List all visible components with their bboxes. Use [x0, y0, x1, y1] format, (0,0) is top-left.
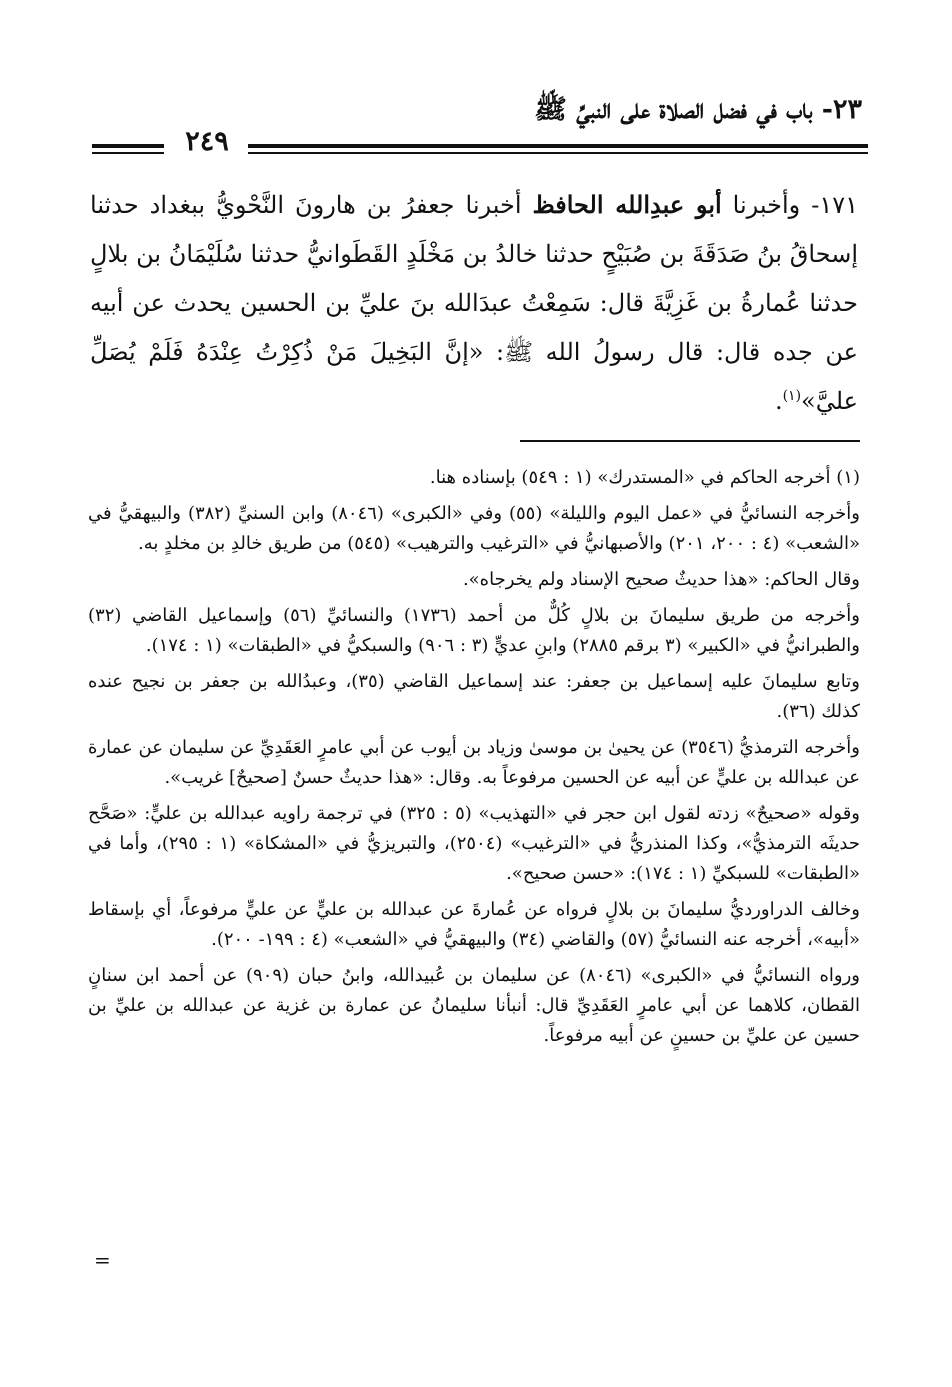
footnote-separator: [520, 440, 860, 442]
footnote-paragraph: وتابع سليمانَ عليه إسماعيل بن جعفر: عند إسماعيل القاضي (٣٥)، وعبدُالله بن جعفر بن نجيح عنده كذلك (٣٦).: [88, 671, 860, 722]
header-rule-left: [92, 144, 164, 148]
continuation-mark: =: [94, 1248, 111, 1272]
header-rule-left-thin: [92, 152, 164, 154]
page-number: ٢٤٩: [185, 126, 229, 157]
footnote-paragraph: وأخرجه من طريق سليمانَ بن بلالٍ كُلٌّ من أحمد (١٧٣٦) والنسائيِّ (٥٦) وإسماعيل القاضي (٣٢) والطبرانيُّ في «الكبير» (٣ برقم ٢٨٨٥) وابنِ عديٍّ (٣ : ٩٠٦) والسبكيُّ في «الطبقات» (١ : ١٧٤).: [88, 605, 860, 656]
footnote-paragraph: (١) أخرجه الحاكم في «المستدرك» (١ : ٥٤٩) بإسناده هنا.: [429, 467, 860, 488]
hadith-text: [90, 180, 858, 426]
end-dot: .: [774, 387, 783, 415]
footnote-paragraph: وأخرجه الترمذيُّ (٣٥٤٦) عن يحيىٰ بن موسىٰ وزياد بن أيوب عن أبي عامرٍ العَقَدِيِّ عن سليمان عن عمارة عن عبدالله بن عليٍّ عن أبيه عن الحسين مرفوعاً به. وقال: «هذا حديثٌ حسنٌ [صحيحٌ] غريب».: [88, 737, 860, 788]
footnotes: [88, 463, 860, 1057]
chapter-title: ٢٣- باب في فضل الصلاة على النبيِّ ﷺ: [534, 94, 862, 125]
footnote-paragraph: وخالف الدراورديُّ سليمانَ بن بلالٍ فرواه عن عُمارةَ عن عبدالله بن عليٍّ عن عليٍّ مرفوعاً، أي بإسقاط «أبيه»، أخرجه عنه النسائيُّ (٥٧) والقاضي (٣٤) والبيهقيُّ في «الشعب» (٤ : ١٩٩- ٢٠٠).: [88, 899, 860, 950]
footnote-paragraph: ورواه النسائيُّ في «الكبرى» (٨٠٤٦) عن سليمان بن عُبيدالله، وابنُ حبان (٩٠٩) عن أحمد ابن سنانٍ القطان، كلاهما عن أبي عامرٍ العَقَدِيِّ قال: أنبأنا سليمانُ عن عمارة بن غزية عن عبدالله بن عليِّ بن حسين عن عليِّ بن حسينٍ عن أبيه مرفوعاً.: [88, 965, 860, 1046]
footnote-paragraph: وقال الحاكم: «هذا حديثٌ صحيح الإسناد ولم يخرجاه».: [462, 569, 860, 590]
header-rule-thin: [248, 152, 868, 154]
narrator-name: أبو عبدِالله الحافظ: [532, 190, 722, 219]
hadith-number: ١٧١- وأخبرنا: [721, 191, 859, 219]
header-rule: [248, 144, 868, 148]
hadith-body: أخبرنا جعفرُ بن هارونَ النَّحْويُّ ببغداد حدثنا إسحاقُ بنُ صَدَقَةَ بن صُبَيْحٍ حدثنا خالدُ بن مَخْلَدٍ القَطَوانيُّ حدثنا سُلَيْمَانُ بن بلالٍ حدثنا عُمارةُ بن غَزِيَّةَ قال: سَمِعْتُ عبدَالله بنَ عليِّ بن الحسين يحدث عن أبيه عن جده قال: قال رسولُ الله ﷺ: «إنَّ البَخِيلَ مَنْ ذُكِرْتُ عِنْدَهُ فَلَمْ يُصَلِّ عليَّ»: [90, 191, 859, 415]
footnote-ref: (١): [782, 388, 802, 404]
footnote-paragraph: وقوله «صحيحٌ» زدته لقول ابن حجر في «التهذيب» (٥ : ٣٢٥) في ترجمة راويه عبدالله بن عليٍّ: «صَحَّح حديثَه الترمذيُّ»، وكذا المنذريُّ في «الترغيب» (٢٥٠٤)، والتبريزيُّ في «المشكاة» (١ : ٢٩٥)، وأما في «الطبقات» للسبكيِّ (١ : ١٧٤): «حسن صحيح».: [88, 803, 860, 884]
footnote-paragraph: وأخرجه النسائيُّ في «عمل اليوم والليلة» (٥٥) وفي «الكبرى» (٨٠٤٦) وابن السنيِّ (٣٨٢) والبيهقيُّ في «الشعب» (٤ : ٢٠٠، ٢٠١) والأصبهانيُّ في «الترغيب والترهيب» (٥٤٥) من طريق خالدِ بن مخلدٍ به.: [88, 503, 860, 554]
